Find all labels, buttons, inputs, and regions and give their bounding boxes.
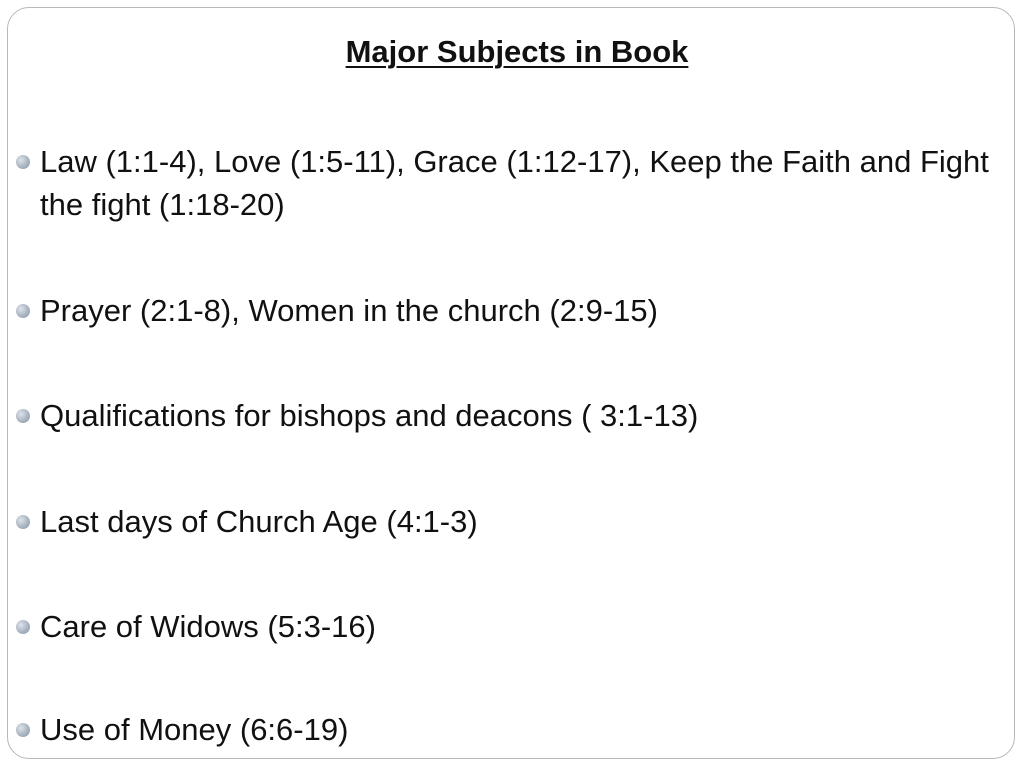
bullet-icon [16,620,30,634]
bullet-text: Qualifications for bishops and deacons ( 3:1-13) [40,398,699,433]
bullet-icon [16,304,30,318]
bullet-text: Care of Widows (5:3-16) [40,609,376,644]
bullet-text: Use of Money (6:6-19) [40,712,349,747]
bullet-item-prayer-women [40,289,1015,332]
slide-title: Major Subjects in Book [345,34,689,69]
bullet-icon [16,409,30,423]
bullet-item-qualifications [40,394,1015,437]
bullet-item-last-days [40,500,1015,543]
bullet-text: Law (1:1-4), Love (1:5-11), Grace (1:12-17), Keep the Faith and Fight the fight (1:18-20) [40,144,989,222]
bullet-icon [16,515,30,529]
bullet-icon [16,723,30,737]
bullet-text: Last days of Church Age (4:1-3) [40,504,478,539]
bullet-item-widows [40,605,1015,648]
bullet-icon [16,155,30,169]
bullet-item-law-love-grace [40,140,1015,226]
bullet-text: Prayer (2:1-8), Women in the church (2:9-15) [40,293,658,328]
bullet-item-money [40,708,1015,751]
